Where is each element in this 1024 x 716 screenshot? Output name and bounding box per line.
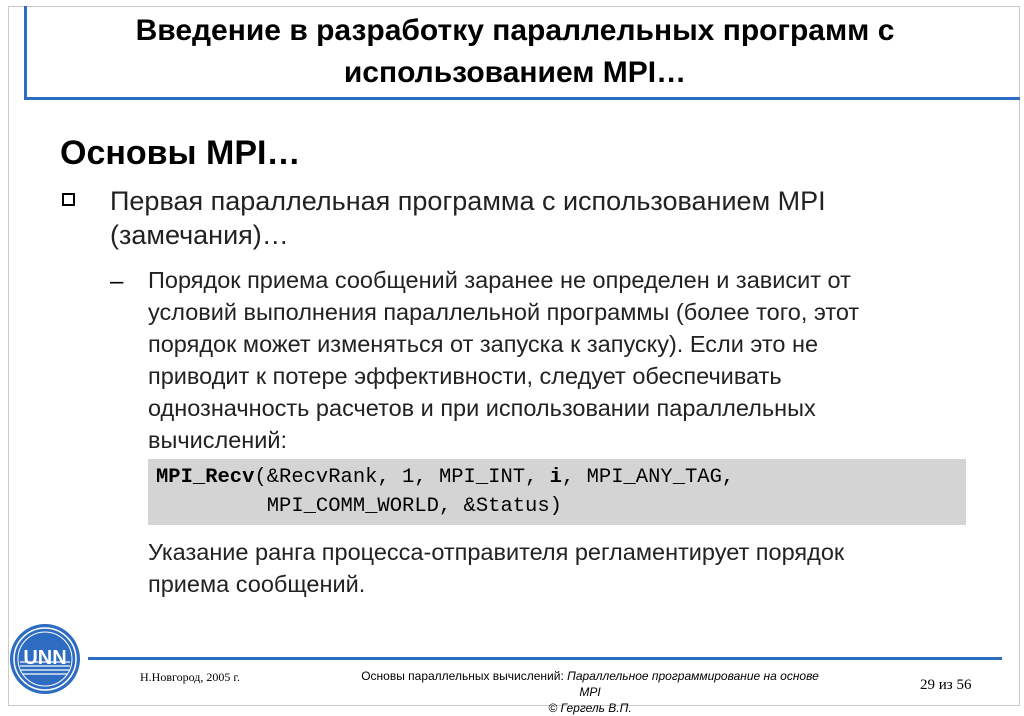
page-number: 29 из 56	[920, 677, 972, 693]
note-line: приема сообщений.	[148, 571, 366, 597]
code-line-2: MPI_COMM_WORLD, &Status)	[156, 495, 562, 518]
footer-course-title-2: MPI	[579, 685, 601, 699]
footer-place-year: Н.Новгород, 2005 г.	[140, 670, 240, 684]
sub-line: однозначность расчетов и при использовании параллельных	[148, 395, 816, 421]
sub-line: условий выполнения параллельной программы (более того, этот	[148, 299, 860, 325]
sub-bullet-text	[148, 264, 988, 456]
footer-author: © Гергель В.П.	[548, 701, 632, 715]
note-line: Указание ранга процесса-отправителя регламентирует порядок	[148, 539, 845, 565]
sub-line: вычислений:	[148, 427, 288, 453]
dash-bullet: –	[110, 268, 124, 295]
note-text	[148, 536, 988, 600]
sub-line: Порядок приема сообщений заранее не определен и зависит от	[148, 267, 851, 293]
title-line-2: использованием MPI…	[343, 56, 687, 89]
bullet-text	[110, 184, 990, 252]
slide-title	[60, 10, 970, 94]
code-arg-i: i	[549, 466, 562, 489]
section-title: Основы MPI…	[60, 134, 301, 172]
footer-divider	[88, 657, 1002, 660]
code-block	[148, 459, 966, 525]
footer-course-prefix: Основы параллельных вычислений:	[361, 669, 568, 683]
code-function-name: MPI_Recv	[156, 466, 255, 489]
sub-line: порядок может изменяться от запуска к запуску). Если это не	[148, 331, 819, 357]
bullet-line-2: (замечания)…	[110, 220, 289, 250]
logo-text: UNN	[23, 647, 67, 669]
code-args: , MPI_ANY_TAG,	[561, 466, 735, 489]
sub-line: приводит к потере эффективности, следует обеспечивать	[148, 363, 782, 389]
title-line-1: Введение в разработку параллельных программ с	[135, 14, 895, 47]
footer-course-title: Параллельное программирование на основе	[567, 669, 819, 683]
bullet-line-1: Первая параллельная программа с использованием MPI	[110, 186, 826, 216]
unn-logo-icon	[8, 622, 82, 696]
square-bullet-icon	[62, 193, 75, 206]
code-args: (&RecvRank, 1, MPI_INT,	[254, 466, 550, 489]
